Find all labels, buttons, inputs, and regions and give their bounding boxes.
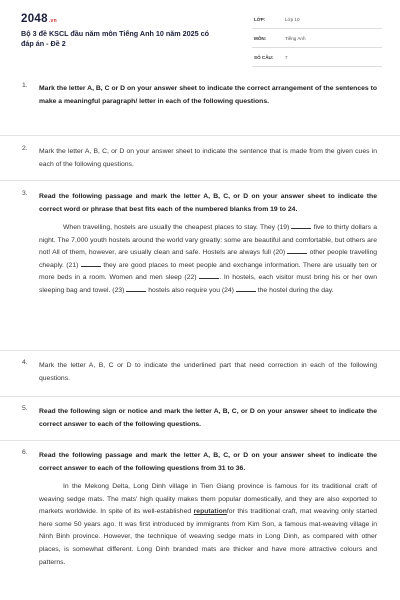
passage-text: . In hostels, each visitor must bring his or her own sleeping bag and towel. (23) xyxy=(39,274,377,294)
question-item[interactable] xyxy=(0,136,400,181)
question-number: 5. xyxy=(22,405,28,412)
question-text: Read the following passage and mark the letter A, B, C, or D on your answer sheet to indicate the correct word or phrase that best fits each of the numbered blanks from 19 to 24. xyxy=(39,193,377,213)
question-text: Read the following sign or notice and mark the letter A, B, C, or D on your answer sheet to indicate the correct answer to each of the following questions. xyxy=(39,408,377,428)
question-number: 4. xyxy=(22,359,28,366)
passage-text: for this traditional craft, mat weaving only started here some 50 years ago. It was first introduced by immigrants from Kim Son, a famous mat-weaving village in Ninh Binh province. However, the technique of weaving sedge mats in Long Dinh, as compared with other places, is somewhat different. Long Dinh branded mats are thicker and have more attractive colours and patterns. xyxy=(39,508,378,566)
reading-passage xyxy=(39,481,377,569)
subject-value: Tiếng Anh xyxy=(285,36,306,41)
question-item[interactable] xyxy=(0,74,400,136)
logo-suffix: .vn xyxy=(48,18,57,24)
class-value: Lớp 10 xyxy=(285,17,300,22)
answer-blank xyxy=(236,286,256,292)
question-count-label: SỐ CÂU: xyxy=(254,55,274,60)
answer-blank xyxy=(81,261,101,267)
passage-text: In the Mekong Delta, Long Dinh village in Tien Giang province is famous for its traditional craft of weaving sedge mats. The mats' high quality makes them popular domestically, and they are also exported to markets worldwide. In spite of its well-established xyxy=(39,483,377,516)
passage-text: hostels also require you (24) xyxy=(148,286,234,294)
subject-label: MÔN: xyxy=(254,36,267,41)
question-item[interactable] xyxy=(0,351,400,397)
question-text: Mark the letter A, B, C, or D on your answer sheet to indicate the sentence that is made from the given cues in each of the following questions. xyxy=(39,148,377,168)
answer-blank xyxy=(199,273,219,279)
site-logo[interactable] xyxy=(21,13,57,25)
page-title: Bộ 3 đề KSCL đầu năm môn Tiếng Anh 10 năm 2025 có đáp án - Đề 2 xyxy=(21,29,209,49)
meta-subject-row xyxy=(252,33,382,48)
answer-blank xyxy=(291,223,311,229)
passage-text: the hostel during the day. xyxy=(257,286,334,294)
question-item[interactable] xyxy=(0,441,400,600)
passage-text: five to thirty dollars a night. The 7,000 youth hostels around the world vary greatly: some are beautiful and comfortable, but others are not! All of them, however, are usually clean and safe. Hostels are always full (20) xyxy=(39,224,377,257)
question-item[interactable] xyxy=(0,397,400,441)
question-text: Read the following passage and mark the letter A, B, C, or D on your answer sheet to indicate the correct answer to each of the following questions from 31 to 36. xyxy=(39,452,377,472)
question-text: Mark the letter A, B, C or D on your answer sheet to indicate the correct arrangement of the sentences to make a meaningful paragraph/ letter in each of the following questions. xyxy=(39,85,377,105)
answer-blank xyxy=(126,286,146,292)
exam-meta xyxy=(252,14,382,71)
question-text: Mark the letter A, B, C or D to indicate the underlined part that need correction in each of the following questions. xyxy=(39,362,377,382)
passage-text: other people travelling cheaply. (21) xyxy=(39,249,378,269)
passage-text: they are good places to meet people and exchange information. There are usually ten or more beds in a room. Women and men sleep (22) xyxy=(39,261,378,282)
question-count-value: 7 xyxy=(285,55,288,60)
passage-text: When travelling, hostels are usually the cheapest places to stay. They (19) xyxy=(63,224,290,231)
reading-passage xyxy=(39,222,377,298)
question-number: 3. xyxy=(22,190,28,197)
question-list xyxy=(0,74,400,600)
answer-blank xyxy=(287,248,307,254)
underlined-word: reputation xyxy=(193,508,227,516)
question-item[interactable] xyxy=(0,181,400,351)
question-number: 1. xyxy=(22,82,28,89)
page-header xyxy=(0,0,400,70)
meta-count-row xyxy=(252,52,382,67)
class-label: LỚP: xyxy=(254,17,266,22)
question-number: 6. xyxy=(22,449,28,456)
meta-class-row xyxy=(252,14,382,29)
logo-text: 2048 xyxy=(21,13,48,25)
question-number: 2. xyxy=(22,145,28,152)
